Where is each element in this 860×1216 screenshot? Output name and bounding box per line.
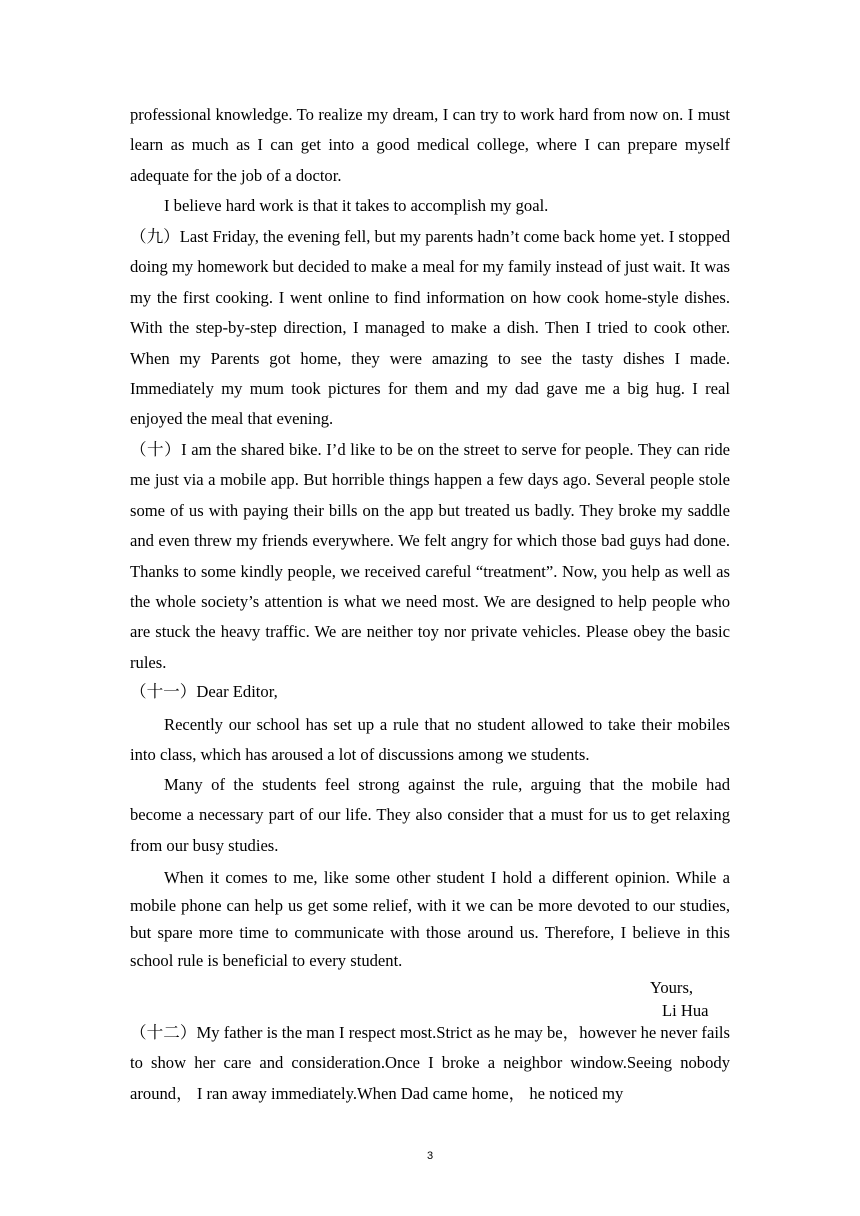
letter-paragraph-2: Many of the students feel strong against the rule, arguing that the mobile had become a necessary part of our life. They also consider that a must for us to get relaxing from our busy studies. xyxy=(130,775,730,855)
section-label-11: （十一） xyxy=(130,682,197,701)
section-label-10: （十） xyxy=(130,440,182,459)
paragraph-10-text: I am the shared bike. I’d like to be on the street to serve for people. They can ride me just via a mobile app. But horrible things happen a few days ago. Several people stole some of us with paying their bills on the app but treated us badly. They broke my saddle and even threw my friends everywhere. We felt angry for which those bad guys had done. Thanks to some kindly people, we received careful “treatment”. Now, you help as well as the whole society’s attention is what we need most. We are designed to help people who are stuck the heavy traffic. We are neither toy nor private vehicles. Please obey the basic rules. xyxy=(130,440,730,672)
section-label-9: （九） xyxy=(130,227,180,246)
letter-signature: Li Hua xyxy=(662,1001,709,1020)
letter-paragraph-3: When it comes to me, like some other student I hold a different opinion. While a mobile phone can help us get some relief, with it we can be more devoted to our studies, but spare more time to communicate with those around us. Therefore, I believe in this school rule is beneficial to every student. xyxy=(130,868,730,970)
paragraph-9-text: Last Friday, the evening fell, but my parents hadn’t come back home yet. I stopped doing my homework but decided to make a meal for my family instead of just wait. It was my the first cooking. I went online to find information on how cook home-style dishes. With the step-by-step direction, I managed to make a dish. Then I tried to cook other. When my Parents got home, they were amazing to see the tasty dishes I made. Immediately my mum took pictures for them and my dad gave me a big hug. I real enjoyed the meal that evening. xyxy=(130,227,730,429)
paragraph-12-text: My father is the man I respect most.Strict as he may be，however he never fails to show her care and consideration.Once I broke a neighbor window.Seeing nobody around， I ran away immediately.When Dad came home， he noticed my xyxy=(130,1023,731,1103)
section-label-12: （十二） xyxy=(130,1023,197,1042)
page-number: 3 xyxy=(426,1150,434,1162)
paragraph-10 xyxy=(130,435,730,678)
letter-greeting: Dear Editor, xyxy=(196,682,278,701)
paragraph-dream: professional knowledge. To realize my dream, I can try to work hard from now on. I must learn as much as I can get into a good medical college, where I can prepare myself adequate for the job of a doctor. xyxy=(130,105,730,185)
letter-closing: Yours, xyxy=(650,978,694,997)
letter-greeting-line xyxy=(130,677,730,707)
paragraph-hard-work: I believe hard work is that it takes to accomplish my goal. xyxy=(164,196,549,215)
paragraph-12 xyxy=(130,1018,730,1109)
paragraph-9 xyxy=(130,222,730,435)
letter-paragraph-1: Recently our school has set up a rule that no student allowed to take their mobiles into class, which has aroused a lot of discussions among we students. xyxy=(130,715,730,765)
